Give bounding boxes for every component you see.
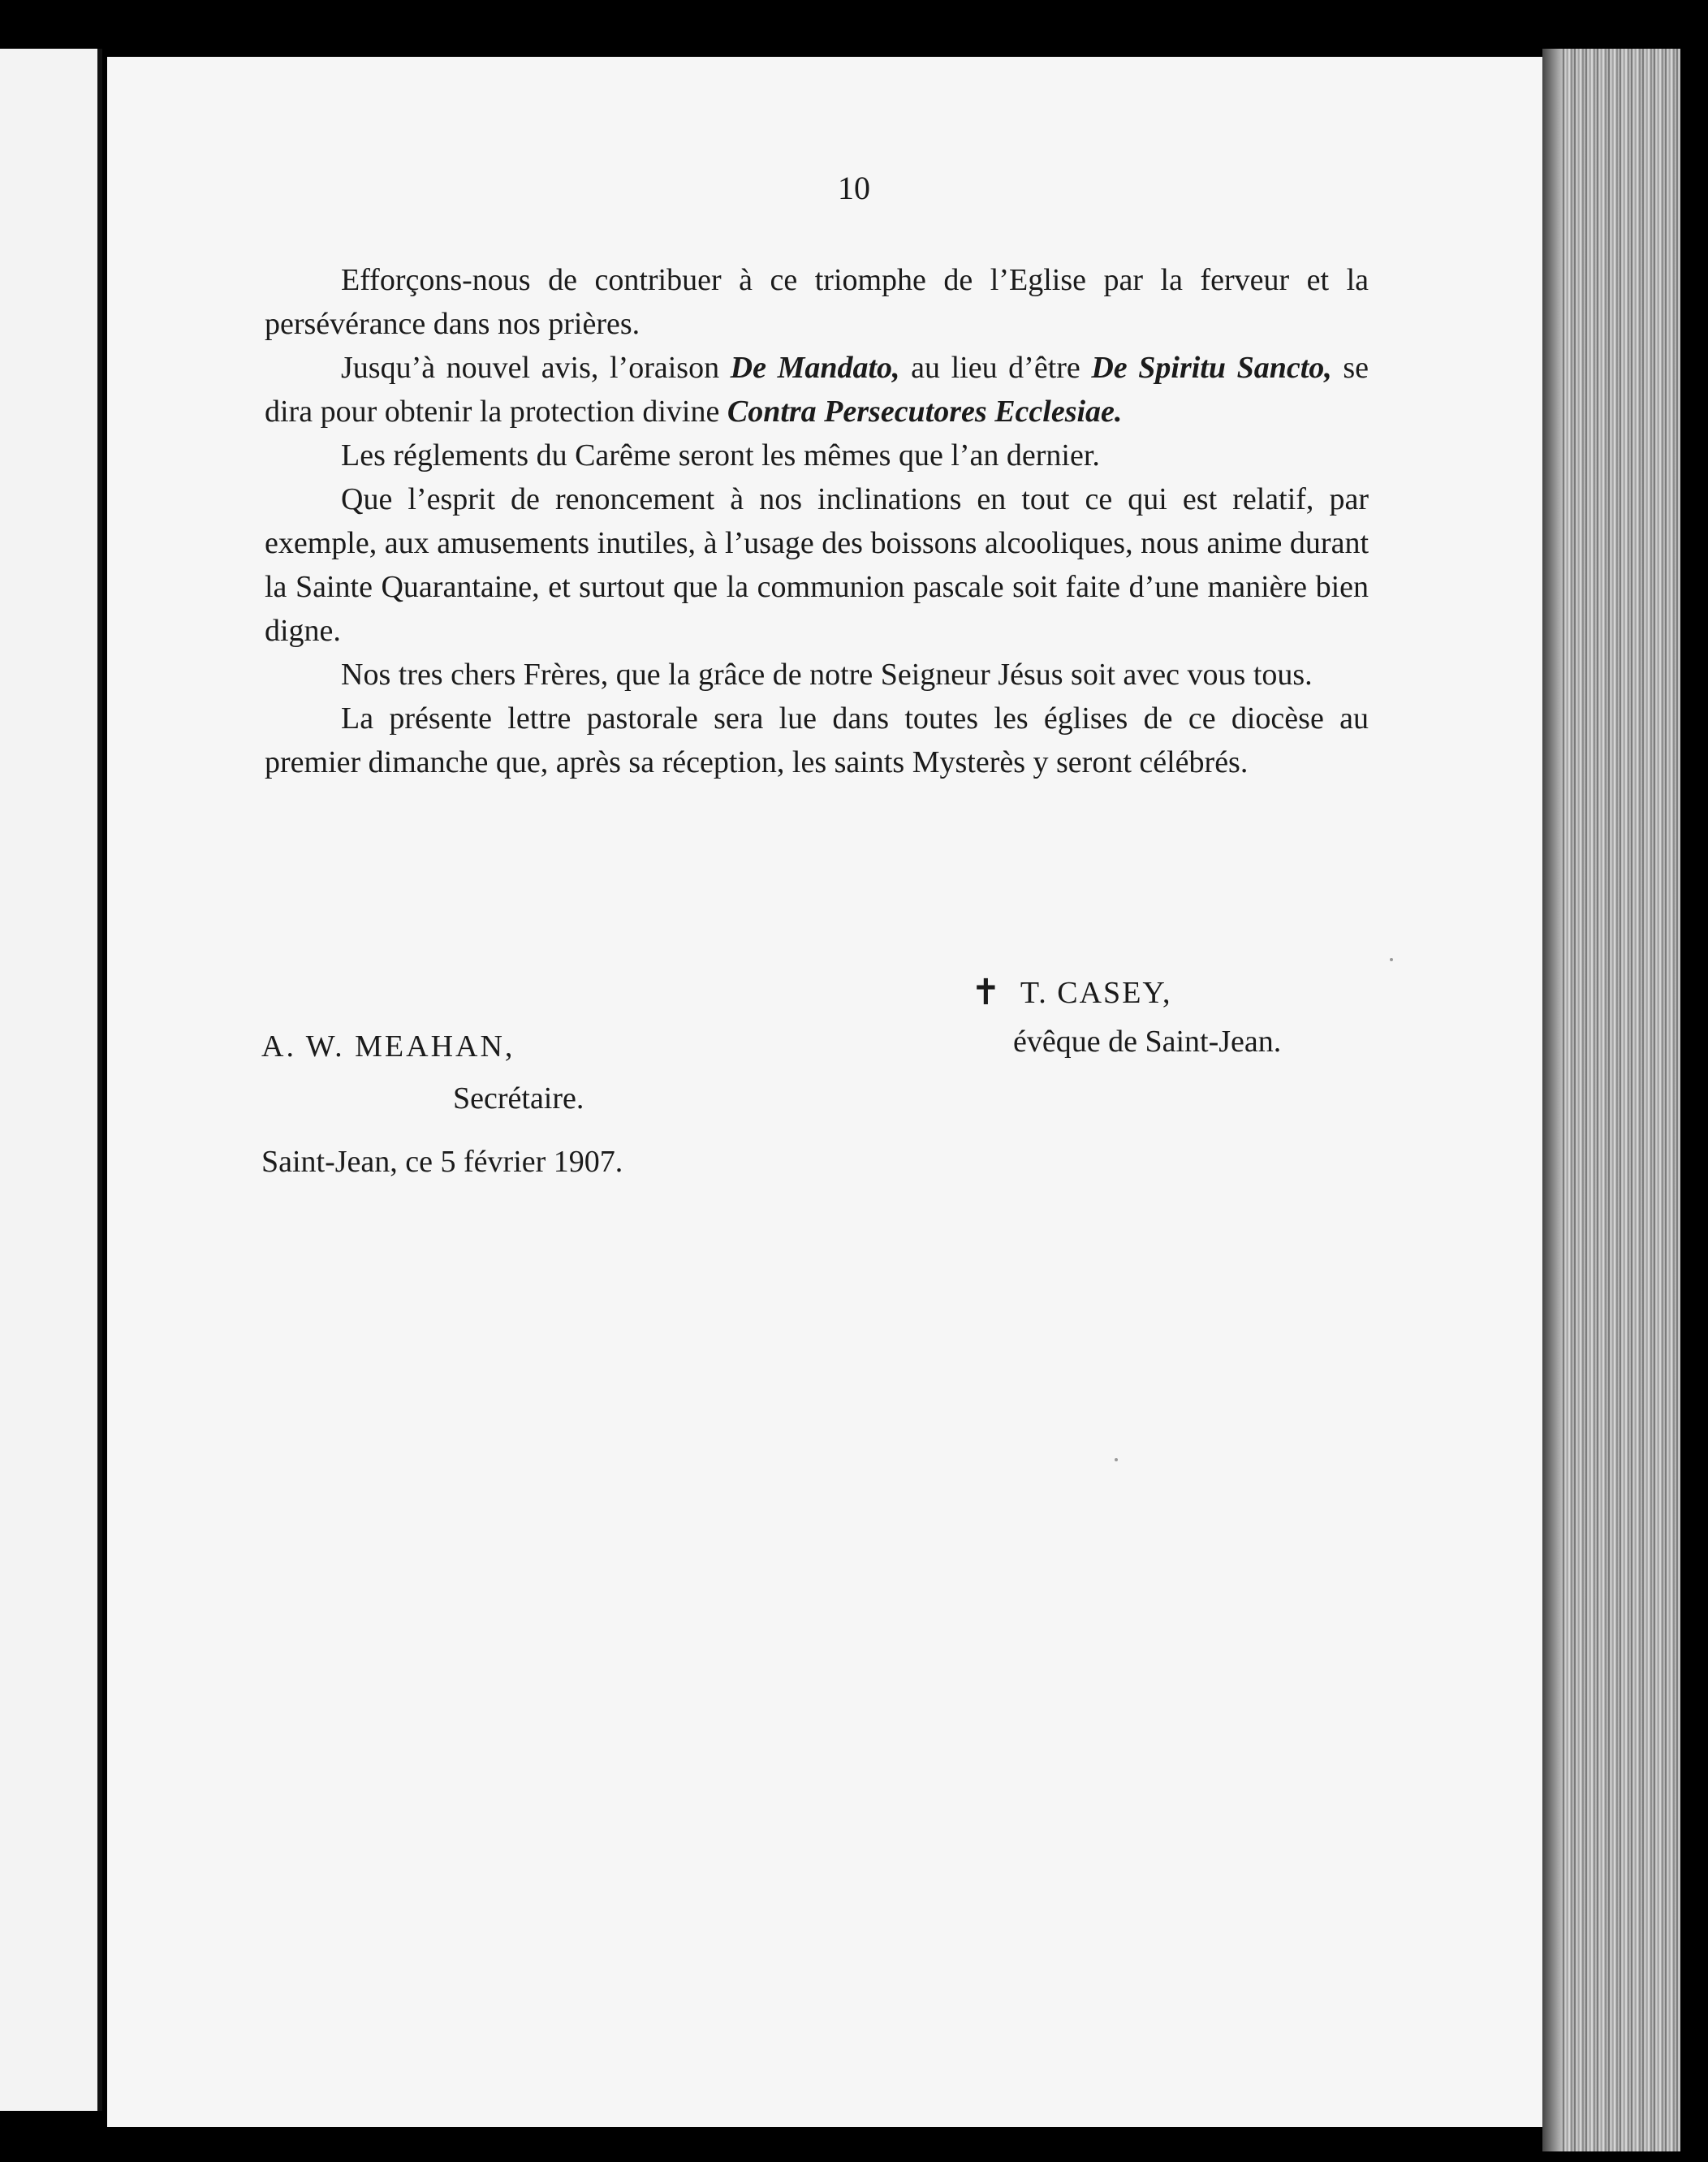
- paragraph-4: Que l’esprit de renoncement à nos inclinations en tout ce qui est relatif, par exemple, aux amusements inutiles, à l’usage des boissons alcooliques, nous anime durant la Sainte Quarantaine, et surtout que la communion pascale soit faite d’une manière bien digne.: [265, 482, 1369, 648]
- paragraph-6: La présente lettre pastorale sera lue dans toutes les églises de ce diocèse au premier dimanche que, après sa réception, les saints Mysterès y seront célébrés.: [265, 701, 1369, 779]
- paragraph-2-text-c: au lieu d’être: [899, 351, 1092, 385]
- bishop-name: T. CASEY,: [1020, 976, 1172, 1010]
- stacked-page-edges: [1542, 49, 1680, 2151]
- paragraph-2-text-a: Jusqu’à nouvel avis, l’oraison: [341, 351, 731, 385]
- latin-de-spiritu-sancto: De Spiritu Sancto,: [1091, 351, 1332, 385]
- secretary-title: Secrétaire.: [453, 1081, 584, 1116]
- paragraph-2-text-e: se dira pour obtenir la protection divine: [265, 351, 1369, 429]
- paragraph-3: Les réglements du Carême seront les mêmes que l’an dernier.: [341, 438, 1100, 473]
- bishop-signature: [971, 971, 1393, 1064]
- latin-de-mandato: De Mandato,: [730, 351, 900, 385]
- left-page-edge: [0, 49, 102, 2111]
- latin-contra-persecutores: Contra Persecutores Ecclesiae.: [727, 395, 1123, 429]
- secretary-name: A. W. MEAHAN,: [261, 1029, 515, 1064]
- page-gutter-shadow: [1542, 49, 1562, 2151]
- letter-body: [265, 258, 1369, 784]
- paragraph-1: Efforçons-nous de contribuer à ce triomphe de l’Eglise par la ferveur et la persévérance dans nos prières.: [265, 263, 1369, 341]
- secretary-signature: [261, 1025, 830, 1120]
- bishop-title: évêque de Saint-Jean.: [1013, 1025, 1282, 1059]
- paragraph-5: Nos tres chers Frères, que la grâce de notre Seigneur Jésus soit avec vous tous.: [341, 658, 1313, 692]
- cross-icon: ✝: [971, 972, 1003, 1013]
- dust-speck: [1115, 1458, 1118, 1461]
- dust-speck: [1390, 958, 1393, 961]
- bishop-signature-line: [971, 971, 1393, 1015]
- paragraph-2: [265, 346, 1369, 434]
- dateline: Saint-Jean, ce 5 février 1907.: [261, 1145, 623, 1179]
- page-number: 10: [838, 170, 870, 206]
